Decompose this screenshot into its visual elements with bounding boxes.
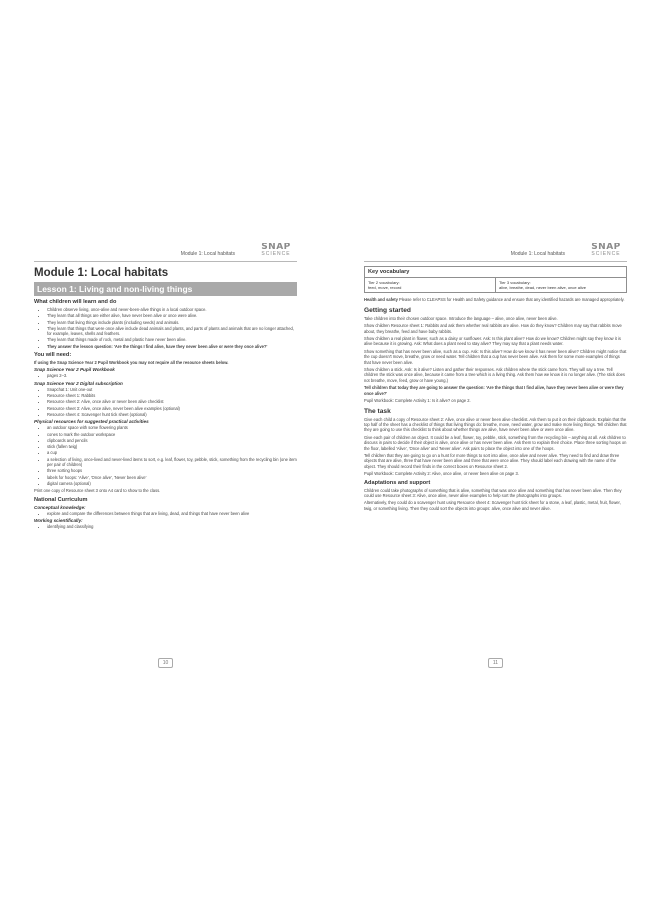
vocab-tier2 <box>365 278 495 292</box>
list-item: • clipboards and pencils <box>47 438 297 443</box>
list-item: • Snapchat 1: Unit one-out <box>47 387 297 392</box>
list-item: • pages 2–3. <box>47 373 297 378</box>
paragraph: Alternatively, they could do a scavenger hunt using Resource sheet 4: Scavenger hunt tick sheet for a stone, a leaf, plastic, metal, fruit, flower, twig, or something living. Then they could sort the objects into groups: alive, once alive and never alive. <box>364 500 621 511</box>
paragraph: Give each child a copy of Resource sheet 2: Alive, once alive or never been alive checklist. Ask them to put it on their clipboards. Explain that the top half of the sheet has a checklist of things that living things do: breathe, move, need water, grow and make more living things. Tell children that they are going to use this checklist to think about whether things are alive, have never been alive or were once alive. <box>364 416 627 433</box>
vocab-tier2-words: feed, move, record <box>368 285 402 291</box>
paragraph: Show children Resource sheet 1: Rabbits and ask them whether real rabbits are alive. How do they know? Children may say that rabbits move about, they breathe, feed and have baby rabbits. <box>364 323 622 334</box>
need-note: If using the Snap Science Year 2 Pupil Workbook you may not require all the resource sheets below. <box>34 360 229 366</box>
list-item: • They learn that all things are either alive, have never been alive or once were alive. <box>47 313 297 318</box>
learn-heading: What children will learn and do <box>34 299 117 305</box>
page-number: 11 <box>488 658 503 668</box>
conceptual-list <box>34 511 297 516</box>
page-header <box>364 243 627 262</box>
list-item: • Resource sheet 3: Alive, once alive, never been alive examples (optional) <box>47 406 297 411</box>
physical-heading: Physical resources for suggested practical activities <box>34 419 149 425</box>
health-safety <box>364 297 627 302</box>
lesson-title-bar: Lesson 1: Living and non-living things <box>34 282 297 296</box>
page-number: 10 <box>158 658 174 668</box>
digital-heading: Snap Science Year 2 Digital subscription <box>34 380 123 386</box>
list-item: • labels for hoops: 'Alive', 'Once alive', 'Never been alive' <box>47 475 297 480</box>
health-label: Health and safety <box>364 297 398 303</box>
workbook-list <box>34 373 297 378</box>
vocab-tier3-title: Tier 3 vocabulary: <box>499 280 531 285</box>
left-page <box>34 243 297 668</box>
snap-science-logo <box>255 243 297 261</box>
right-page <box>364 243 627 668</box>
working-heading: Working scientifically: <box>34 517 83 523</box>
logo-line-2: SCIENCE <box>591 251 621 257</box>
list-item: • an outdoor space with some flowering plants <box>47 425 297 430</box>
page-footer <box>34 658 297 668</box>
health-text: Please refer to CLEAPSS for Health and Safety guidance and ensure that any identified hazards are managed appropriately. <box>397 297 625 303</box>
list-item: • explore and compare the differences between things that are living, dead, and things that have never been alive <box>47 511 297 516</box>
list-item: • digital camera (optional) <box>47 481 297 486</box>
header-breadcrumb: Module 1: Local habitats <box>510 251 565 257</box>
list-item: • a selection of living, once-lived and never-lived items to sort, e.g. leaf, flower, toy, pebble, stick, something from the recycling bin (one item per pair of children) <box>47 457 297 468</box>
physical-list <box>34 425 297 486</box>
list-item: • They learn that things made of rock, metal and plastic have never been alive. <box>47 337 297 342</box>
page-footer <box>364 658 627 668</box>
logo-line-2: SCIENCE <box>261 251 291 257</box>
list-item: • stick (fallen twig) <box>47 444 297 449</box>
vocab-tier2-title: Tier 2 vocabulary: <box>368 280 400 285</box>
list-item: • three sorting hoops <box>47 468 297 473</box>
getting-started-heading: Getting started <box>364 306 411 314</box>
learn-list <box>34 307 297 349</box>
list-item: • Resource sheet 2: Alive, once alive or never been alive checklist <box>47 399 297 404</box>
list-item: • Resource sheet 1: Rabbits <box>47 393 297 398</box>
vocab-row <box>365 278 626 292</box>
workbook-heading: Snap Science Year 2 Pupil Workbook <box>34 367 115 373</box>
list-item: • They learn that living things include plants (including seeds) and animals. <box>47 320 297 325</box>
print-note: Print one copy of Resource sheet 3 onto A4 card to show to the class. <box>34 488 161 494</box>
page-header <box>34 243 297 262</box>
header-breadcrumb: Module 1: Local habitats <box>180 251 235 257</box>
vocab-tier3-words: alive, breathe, dead, never been alive, once alive <box>499 285 586 291</box>
task-heading: The task <box>364 407 391 415</box>
paragraph: Show children a real plant in flower, such as a daisy or sunflower. Ask: Is this plant alive? How do we know? Children might say they know it is alive because it is growing. Ask: What does a plant need to stay alive? They may say that a plant needs water. <box>364 336 621 347</box>
list-item: • identifying and classifying <box>47 524 297 529</box>
list-item: • Resource sheet 4: Scavenger hunt tick sheet (optional) <box>47 412 297 417</box>
paragraph: Tell children that they are going to go on a hunt for more things to sort into alive, once alive and never alive. They need to find and draw three objects that are alive, three that have never been alive and three that were once alive. They should label each drawing with the name of the object. They should record their finds in the correct boxes on Resource sheet 2. <box>364 452 620 469</box>
conceptual-heading: Conceptual knowledge: <box>34 504 86 510</box>
paragraph: Tell children that today they are going to answer the question: 'Are the things that I find alive, have they never been alive or were they once alive?' <box>364 385 624 396</box>
list-item: • Children observe living, once-alive and never-been-alive things in a local outdoor space. <box>47 307 297 312</box>
adaptations-heading: Adaptations and support <box>364 479 431 486</box>
list-item: • They answer the lesson question: 'Are the things I find alive, have they never been alive or were they once alive?' <box>47 344 297 349</box>
curriculum-heading: National Curriculum <box>34 496 88 503</box>
workbook-note: Pupil Workbook: Complete Activity 2: Alive, once alive, or never been alive on page 3. <box>364 471 519 477</box>
digital-list <box>34 387 297 417</box>
paragraph: Children could take photographs of something that is alive, something that was once alive and something that has never been alive. Then they could use Resource sheet 3: Alive, once alive, never alive examples to help sort the photographs into groups. <box>364 487 622 498</box>
paragraph: Show children a stick. Ask: Is it alive? Listen and gather their responses. Ask children where the stick came from. They will say a tree. Tell children the stick was once alive, because it came from a tree which is a living thing. Ask them how we know it is no longer alive. (The stick does not breathe, move, feed, grow or have young.) <box>364 367 625 383</box>
need-heading: You will need: <box>34 352 72 359</box>
vocab-tier3 <box>495 278 626 292</box>
module-title: Module 1: Local habitats <box>34 267 169 279</box>
paragraph: Show something that has never been alive, such as a cup. Ask: Is this alive? How do we know it has never been alive? Children might notice that the cup doesn't move, breathe, grow or need water. Tell children that a cup has never been alive. Ask them for some more examples of things that have never been alive. <box>364 348 627 365</box>
logo-line-1: SNAP <box>591 243 621 252</box>
working-list <box>34 524 297 529</box>
snap-science-logo <box>585 243 627 261</box>
list-item: • cones to mark the outdoor workspace <box>47 432 297 437</box>
list-item: • They learn that things that were once alive include dead animals and plants, and parts of plants and animals that are no longer attached, for example, leaves, shells and feathers. <box>47 326 297 337</box>
vocab-heading: Key vocabulary <box>365 267 626 278</box>
list-item: • a cup <box>47 450 297 455</box>
workbook-note: Pupil Workbook: Complete Activity 1: Is it alive? on page 2. <box>364 398 471 404</box>
paragraph: Give each pair of children an object. It could be a leaf, flower, toy, pebble, stick, something from the recycling bin – anything at all. Ask children to discuss in pairs to decide if their object is alive, once alive or has never been alive. Ask them to explain their choice. Place three sorting hoops on the floor, labelled 'Alive', 'Once alive' and 'Never alive'. Ask pairs to place the object into one of the hoops. <box>364 434 627 451</box>
key-vocabulary-box <box>364 266 627 293</box>
logo-line-1: SNAP <box>261 243 291 252</box>
paragraph: Take children into their chosen outdoor space. Introduce the language – alive, once alive, never been alive. <box>364 315 558 321</box>
